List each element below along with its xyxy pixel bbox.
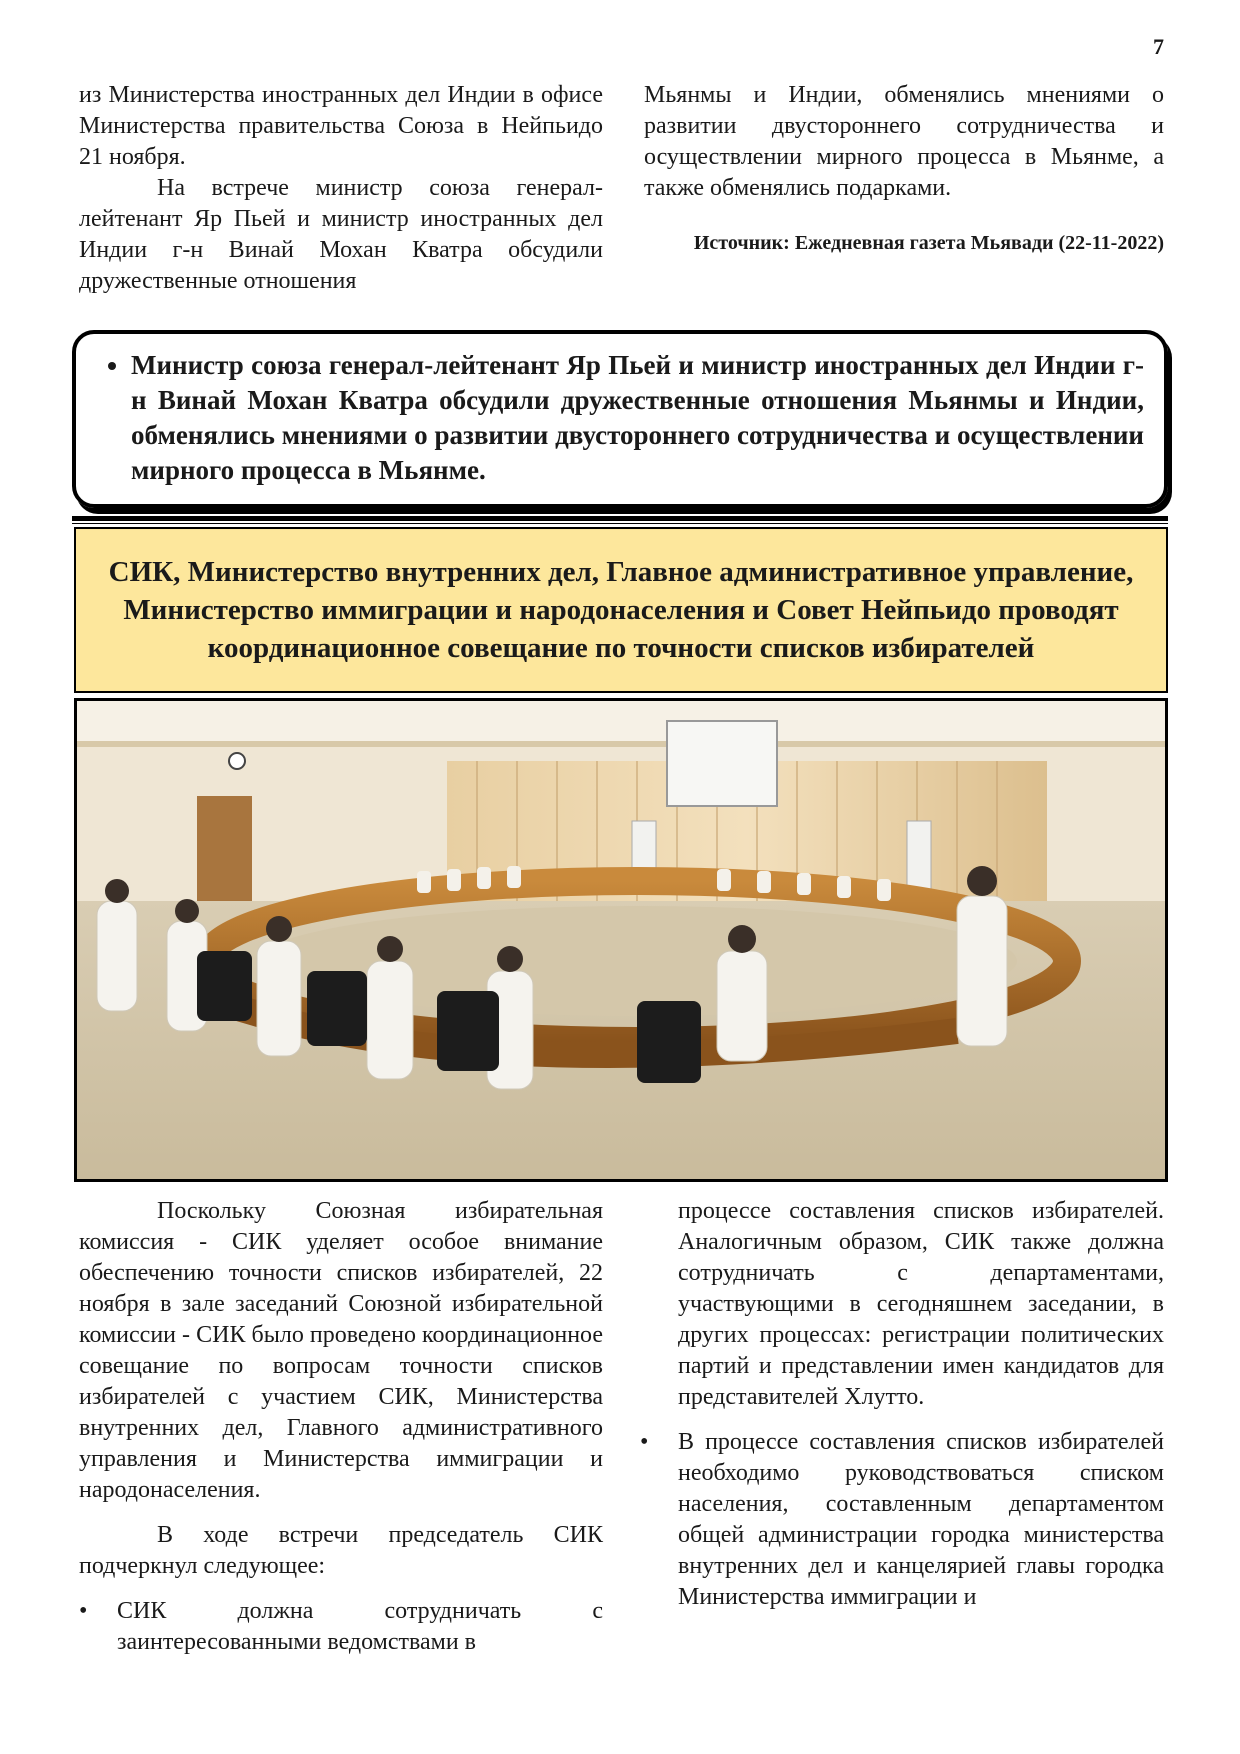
- article-paragraph-1: Поскольку Союзная избирательная комиссия - СИК уделяет особое внимание обеспечению точности списков избирателей, 22 ноября в зале заседаний Союзной избирательной комиссии - СИК было проведено координационное совещание по вопросам точности списков избирателей с участием СИК, Министерства внутренних дел, Главного административного управления и Министерства иммиграции и народонаселения.: [79, 1198, 603, 1503]
- headline: СИК, Министерство внутренних дел, Главное административное управление, Министерство иммиграции и народонаселения и Совет Нейпьидо проводят координационное совещание по точности списков избирателей: [108, 556, 1134, 664]
- article-bullet-1-text: СИК должна сотрудничать с заинтересованными ведомствами в: [117, 1598, 603, 1655]
- meeting-photo: [74, 698, 1168, 1182]
- meeting-photo-illustration: [77, 701, 1165, 1179]
- bullet-icon: •: [640, 1429, 649, 1455]
- bullet-icon: •: [79, 1598, 88, 1624]
- source-line: Источник: Ежедневная газета Мьявади (22-11-2022): [693, 232, 1164, 254]
- summary-list: [76, 334, 1164, 488]
- bottom-right-column: [640, 1196, 1164, 1613]
- divider-thick: [72, 516, 1168, 521]
- top-left-paragraph-1: из Министерства иностранных дел Индии в офисе Министерства правительства Союза в Нейпьидо 21 ноября.: [79, 82, 603, 170]
- headline-box: [74, 527, 1168, 693]
- divider-thin: [72, 523, 1168, 524]
- article-bullet-1: [79, 1596, 603, 1658]
- page-number: 7: [1153, 34, 1164, 59]
- article-continuation: процессе составления списков избирателей. Аналогичным образом, СИК также должна сотрудничать с департаментами, участвующими в сегодняшнем заседании, в других процессах: регистрации политических партий и представлении имен кандидатов для представителей Хлутто.: [678, 1198, 1164, 1410]
- summary-item: • Министр союза генерал-лейтенант Яр Пьей и министр иностранных дел Индии г-н Винай Мохан Кватра обсудили дружественные отношения Мьянмы и Индии, обменялись мнениями о развитии двустороннего сотрудничества и осуществлении мирного процесса в Мьянме.: [131, 348, 1144, 488]
- top-left-column: [79, 80, 603, 297]
- top-left-paragraph-2: На встрече министр союза генерал-лейтенант Яр Пьей и министр иностранных дел Индии г-н Винай Мохан Кватра обсудили дружественные отношения: [79, 175, 603, 294]
- bottom-left-column: [79, 1196, 603, 1658]
- top-right-column: [644, 80, 1164, 259]
- article-bullet-2: [640, 1427, 1164, 1613]
- article-bullet-2-text: В процессе составления списков избирателей необходимо руководствоваться списком населения, составленным департаментом общей администрации городка министерства внутренних дел и канцелярией главы городка Министерства иммиграции и: [678, 1429, 1164, 1610]
- summary-box: [72, 330, 1168, 508]
- top-right-paragraph-1: Мьянмы и Индии, обменялись мнениями о развитии двустороннего сотрудничества и осуществлении мирного процесса в Мьянме, а также обменялись подарками.: [644, 82, 1164, 201]
- article-paragraph-2: В ходе встречи председатель СИК подчеркнул следующее:: [79, 1522, 603, 1579]
